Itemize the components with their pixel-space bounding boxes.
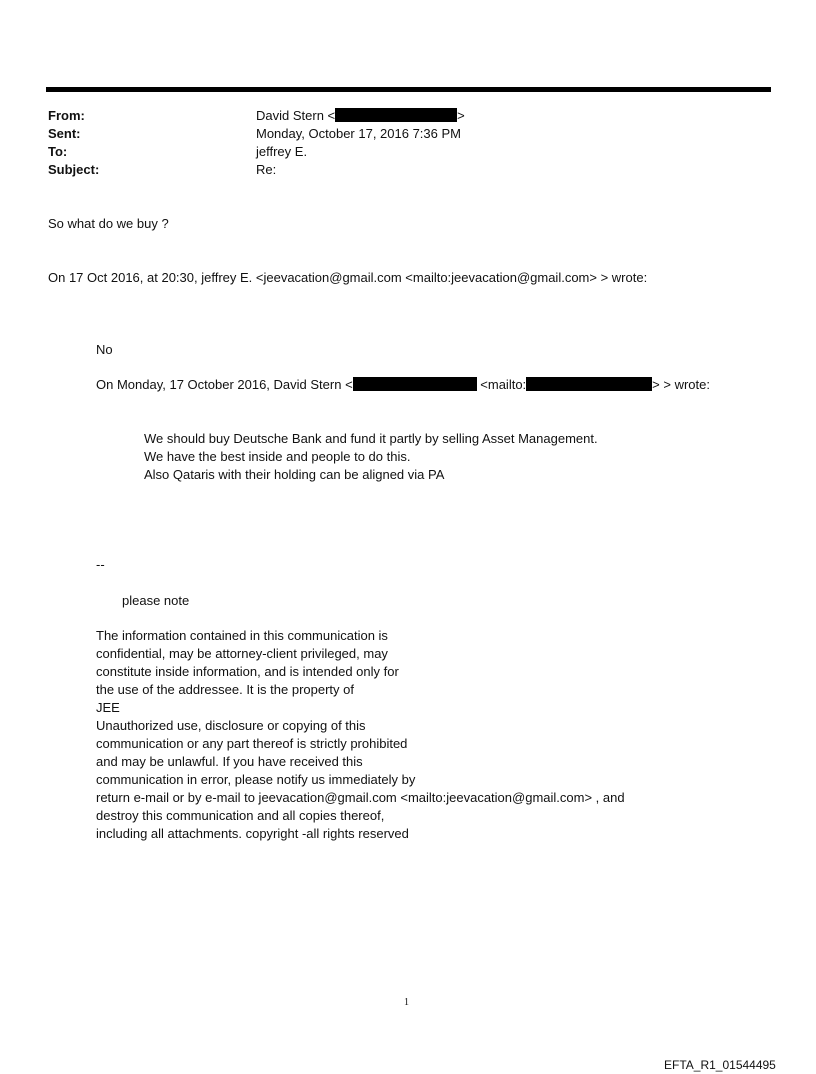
quote2-header-end: > > wrote: (652, 377, 710, 392)
from-value (256, 107, 465, 125)
disclaimer-line: communication or any part thereof is strictly prohibited (96, 736, 408, 751)
redaction-box (353, 377, 477, 391)
disclaimer-line: The information contained in this communication is (96, 628, 388, 643)
disclaimer-line: destroy this communication and all copies thereof, (96, 808, 385, 823)
bates-number: EFTA_R1_01544495 (664, 1058, 776, 1072)
disclaimer-line: and may be unlawful. If you have received this (96, 754, 363, 769)
quote2-header-mailto: <mailto: (480, 377, 527, 392)
sent-label: Sent: (48, 126, 81, 141)
quote2-line: We should buy Deutsche Bank and fund it partly by selling Asset Management. (144, 431, 598, 446)
redaction-box (335, 108, 457, 122)
disclaimer-line: Unauthorized use, disclosure or copying of this (96, 718, 366, 733)
disclaimer-line: communication in error, please notify us immediately by (96, 772, 416, 787)
disclaimer-line: constitute inside information, and is intended only for (96, 664, 399, 679)
subject-label: Subject: (48, 162, 100, 177)
quote2-line: Also Qataris with their holding can be aligned via PA (144, 467, 445, 482)
reply-text: So what do we buy ? (48, 216, 169, 231)
disclaimer-line: including all attachments. copyright -all rights reserved (96, 826, 409, 841)
from-label: From: (48, 108, 85, 123)
from-close: > (457, 108, 465, 123)
sent-value: Monday, October 17, 2016 7:36 PM (256, 126, 461, 141)
signature-separator: -- (96, 557, 105, 572)
to-value: jeffrey E. (256, 144, 308, 159)
please-note: please note (122, 593, 190, 608)
header-rule (46, 87, 771, 92)
to-label: To: (48, 144, 68, 159)
disclaimer-line: confidential, may be attorney-client privileged, may (96, 646, 388, 661)
from-name: David Stern < (256, 108, 336, 123)
subject-value: Re: (256, 162, 277, 177)
quote2-line: We have the best inside and people to do this. (144, 449, 411, 464)
page-number: 1 (404, 997, 409, 1008)
disclaimer-line: JEE (96, 700, 120, 715)
disclaimer-line: the use of the addressee. It is the property of (96, 682, 354, 697)
quote2-header (96, 376, 710, 394)
disclaimer-line: return e-mail or by e-mail to jeevacation@gmail.com <mailto:jeevacation@gmail.com> , and (96, 790, 625, 805)
quote2-header-start: On Monday, 17 October 2016, David Stern < (96, 377, 353, 392)
redaction-box (526, 377, 652, 391)
quote1-header: On 17 Oct 2016, at 20:30, jeffrey E. <jeevacation@gmail.com <mailto:jeevacation@gmail.com> > wrote: (48, 270, 648, 285)
quote1-text: No (96, 342, 113, 357)
